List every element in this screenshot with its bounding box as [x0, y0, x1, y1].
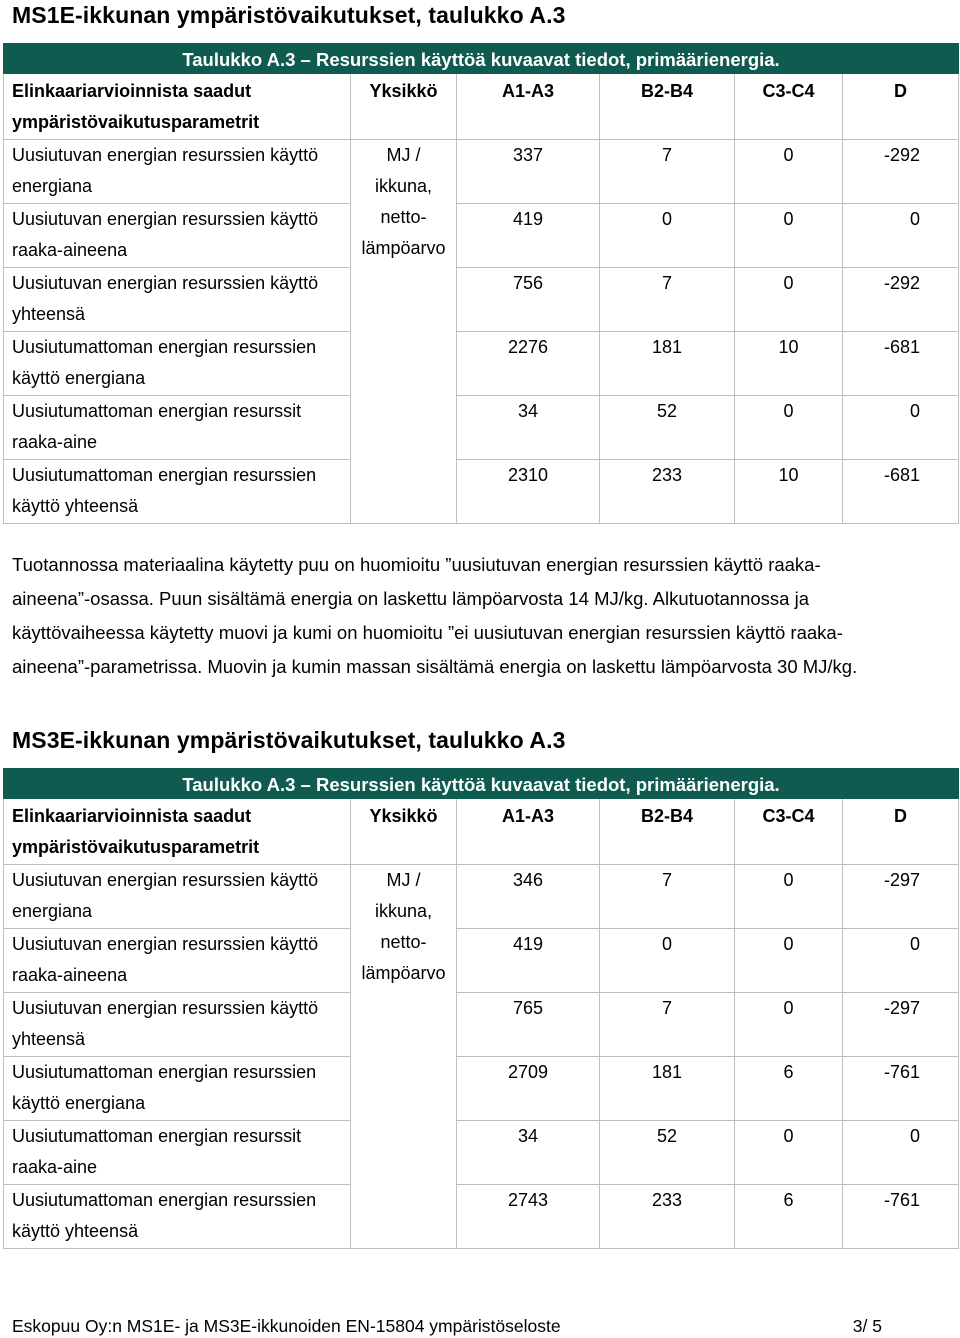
unit-line: MJ / [386, 145, 421, 165]
value-d: -297 [843, 865, 959, 929]
row-label-line1: Uusiutumattoman energian resurssit [12, 1126, 302, 1146]
value-a1-a3: 419 [457, 929, 600, 993]
value-a1-a3: 2276 [457, 332, 600, 396]
value-b2-b4: 233 [600, 1185, 735, 1249]
value-b2-b4: 52 [600, 396, 735, 460]
paragraph-line: käyttövaiheessa käytetty muovi ja kumi on huomioitu ”ei uusiutuvan energian resurssien käyttö raaka- [12, 622, 843, 643]
value-c3-c4: 6 [735, 1185, 843, 1249]
unit-line: lämpöarvo [361, 238, 446, 258]
table-row [4, 1185, 959, 1249]
row-label-line2: energiana [12, 901, 93, 921]
row-label-line2: raaka-aineena [12, 240, 128, 260]
row-label-line1: Uusiutumattoman energian resurssien [12, 1190, 317, 1210]
value-d: 0 [843, 929, 959, 993]
value-c3-c4: 0 [735, 1121, 843, 1185]
table-row [4, 1121, 959, 1185]
row-label-line2: raaka-aine [12, 432, 98, 452]
value-d: -761 [843, 1057, 959, 1121]
value-c3-c4: 0 [735, 396, 843, 460]
unit-line: MJ / [386, 870, 421, 890]
value-a1-a3: 34 [457, 396, 600, 460]
table-row [4, 865, 959, 929]
row-label [4, 1185, 351, 1249]
table-caption: Taulukko A.3 – Resurssien käyttöä kuvaavat tiedot, primäärienergia. [4, 44, 959, 74]
resource-table-ms1e [3, 43, 959, 524]
value-d: -297 [843, 993, 959, 1057]
row-label-line1: Uusiutuvan energian resurssien käyttö [12, 273, 319, 293]
header-c3-c4: C3-C4 [735, 74, 843, 140]
header-c3-c4: C3-C4 [735, 799, 843, 865]
row-label [4, 140, 351, 204]
row-label-line1: Uusiutumattoman energian resurssien [12, 1062, 317, 1082]
table-caption-row [4, 44, 959, 74]
paragraph-line: aineena”-parametrissa. Muovin ja kumin massan sisältämä energia on laskettu lämpöarvosta 30 MJ/kg. [12, 656, 858, 677]
value-a1-a3: 2743 [457, 1185, 600, 1249]
explanation-paragraph [12, 548, 942, 684]
value-b2-b4: 52 [600, 1121, 735, 1185]
value-a1-a3: 337 [457, 140, 600, 204]
value-c3-c4: 0 [735, 268, 843, 332]
value-b2-b4: 0 [600, 204, 735, 268]
value-d: 0 [843, 396, 959, 460]
unit-line: ikkuna, [374, 176, 433, 196]
row-label-line2: yhteensä [12, 304, 86, 324]
unit-line: netto- [380, 932, 427, 952]
value-c3-c4: 6 [735, 1057, 843, 1121]
table-row [4, 929, 959, 993]
row-label-line2: raaka-aineena [12, 965, 128, 985]
row-label-line2: energiana [12, 176, 93, 196]
row-label-line2: yhteensä [12, 1029, 86, 1049]
table-header-row [4, 799, 959, 865]
header-parameters-line2: ympäristövaikutusparametrit [12, 837, 260, 857]
header-parameters-line1: Elinkaariarvioinnista saadut [12, 81, 252, 101]
value-b2-b4: 7 [600, 865, 735, 929]
unit-line: lämpöarvo [361, 963, 446, 983]
table-row [4, 268, 959, 332]
table-header-row [4, 74, 959, 140]
section-1-heading: MS1E-ikkunan ympäristövaikutukset, taulukko A.3 [12, 2, 566, 28]
value-b2-b4: 0 [600, 929, 735, 993]
unit-line: netto- [380, 207, 427, 227]
value-b2-b4: 7 [600, 993, 735, 1057]
unit-cell [351, 865, 457, 1249]
row-label-line2: käyttö energiana [12, 1093, 146, 1113]
row-label [4, 929, 351, 993]
value-c3-c4: 0 [735, 140, 843, 204]
unit-cell [351, 140, 457, 524]
row-label-line2: käyttö yhteensä [12, 496, 139, 516]
row-label-line2: raaka-aine [12, 1157, 98, 1177]
header-unit: Yksikkö [351, 74, 457, 140]
header-unit: Yksikkö [351, 799, 457, 865]
row-label [4, 865, 351, 929]
value-c3-c4: 0 [735, 204, 843, 268]
footer-document-title: Eskopuu Oy:n MS1E- ja MS3E-ikkunoiden EN-15804 ympäristöseloste [12, 1316, 561, 1336]
value-c3-c4: 0 [735, 929, 843, 993]
value-a1-a3: 419 [457, 204, 600, 268]
header-parameters [4, 799, 351, 865]
value-a1-a3: 756 [457, 268, 600, 332]
value-a1-a3: 2709 [457, 1057, 600, 1121]
value-a1-a3: 34 [457, 1121, 600, 1185]
paragraph-line: aineena”-osassa. Puun sisältämä energia on laskettu lämpöarvosta 14 MJ/kg. Alkutuotannossa ja [12, 588, 809, 609]
header-b2-b4: B2-B4 [600, 74, 735, 140]
row-label-line1: Uusiutumattoman energian resurssien [12, 465, 317, 485]
row-label [4, 993, 351, 1057]
value-b2-b4: 181 [600, 332, 735, 396]
value-b2-b4: 7 [600, 140, 735, 204]
footer-page-number: 3/ 5 [852, 1316, 882, 1336]
value-a1-a3: 2310 [457, 460, 600, 524]
row-label [4, 204, 351, 268]
value-b2-b4: 7 [600, 268, 735, 332]
value-d: -292 [843, 140, 959, 204]
row-label-line1: Uusiutuvan energian resurssien käyttö [12, 934, 319, 954]
section-2-heading: MS3E-ikkunan ympäristövaikutukset, taulukko A.3 [12, 727, 566, 753]
table-caption-row [4, 769, 959, 799]
value-a1-a3: 346 [457, 865, 600, 929]
value-d: -681 [843, 332, 959, 396]
row-label-line2: käyttö yhteensä [12, 1221, 139, 1241]
table-caption: Taulukko A.3 – Resurssien käyttöä kuvaavat tiedot, primäärienergia. [4, 769, 959, 799]
header-d: D [843, 74, 959, 140]
header-a1-a3: A1-A3 [457, 799, 600, 865]
table-row [4, 396, 959, 460]
row-label-line1: Uusiutuvan energian resurssien käyttö [12, 998, 319, 1018]
row-label [4, 268, 351, 332]
value-d: -292 [843, 268, 959, 332]
row-label-line1: Uusiutuvan energian resurssien käyttö [12, 145, 319, 165]
row-label-line1: Uusiutumattoman energian resurssien [12, 337, 317, 357]
row-label [4, 460, 351, 524]
table-row [4, 993, 959, 1057]
row-label [4, 332, 351, 396]
header-d: D [843, 799, 959, 865]
row-label-line2: käyttö energiana [12, 368, 146, 388]
row-label-line1: Uusiutuvan energian resurssien käyttö [12, 209, 319, 229]
header-a1-a3: A1-A3 [457, 74, 600, 140]
table-row [4, 1057, 959, 1121]
header-parameters-line1: Elinkaariarvioinnista saadut [12, 806, 252, 826]
value-d: -761 [843, 1185, 959, 1249]
value-d: -681 [843, 460, 959, 524]
row-label-line1: Uusiutuvan energian resurssien käyttö [12, 870, 319, 890]
row-label [4, 396, 351, 460]
row-label [4, 1057, 351, 1121]
value-c3-c4: 10 [735, 460, 843, 524]
header-b2-b4: B2-B4 [600, 799, 735, 865]
header-parameters [4, 74, 351, 140]
table-row [4, 460, 959, 524]
value-c3-c4: 0 [735, 865, 843, 929]
value-d: 0 [843, 204, 959, 268]
header-parameters-line2: ympäristövaikutusparametrit [12, 112, 260, 132]
paragraph-line: Tuotannossa materiaalina käytetty puu on huomioitu ”uusiutuvan energian resurssien käyttö raaka- [12, 554, 821, 575]
value-d: 0 [843, 1121, 959, 1185]
row-label-line1: Uusiutumattoman energian resurssit [12, 401, 302, 421]
table-row [4, 140, 959, 204]
row-label [4, 1121, 351, 1185]
value-a1-a3: 765 [457, 993, 600, 1057]
table-row [4, 332, 959, 396]
value-c3-c4: 10 [735, 332, 843, 396]
value-c3-c4: 0 [735, 993, 843, 1057]
unit-line: ikkuna, [374, 901, 433, 921]
value-b2-b4: 181 [600, 1057, 735, 1121]
table-row [4, 204, 959, 268]
resource-table-ms3e [3, 768, 959, 1249]
value-b2-b4: 233 [600, 460, 735, 524]
